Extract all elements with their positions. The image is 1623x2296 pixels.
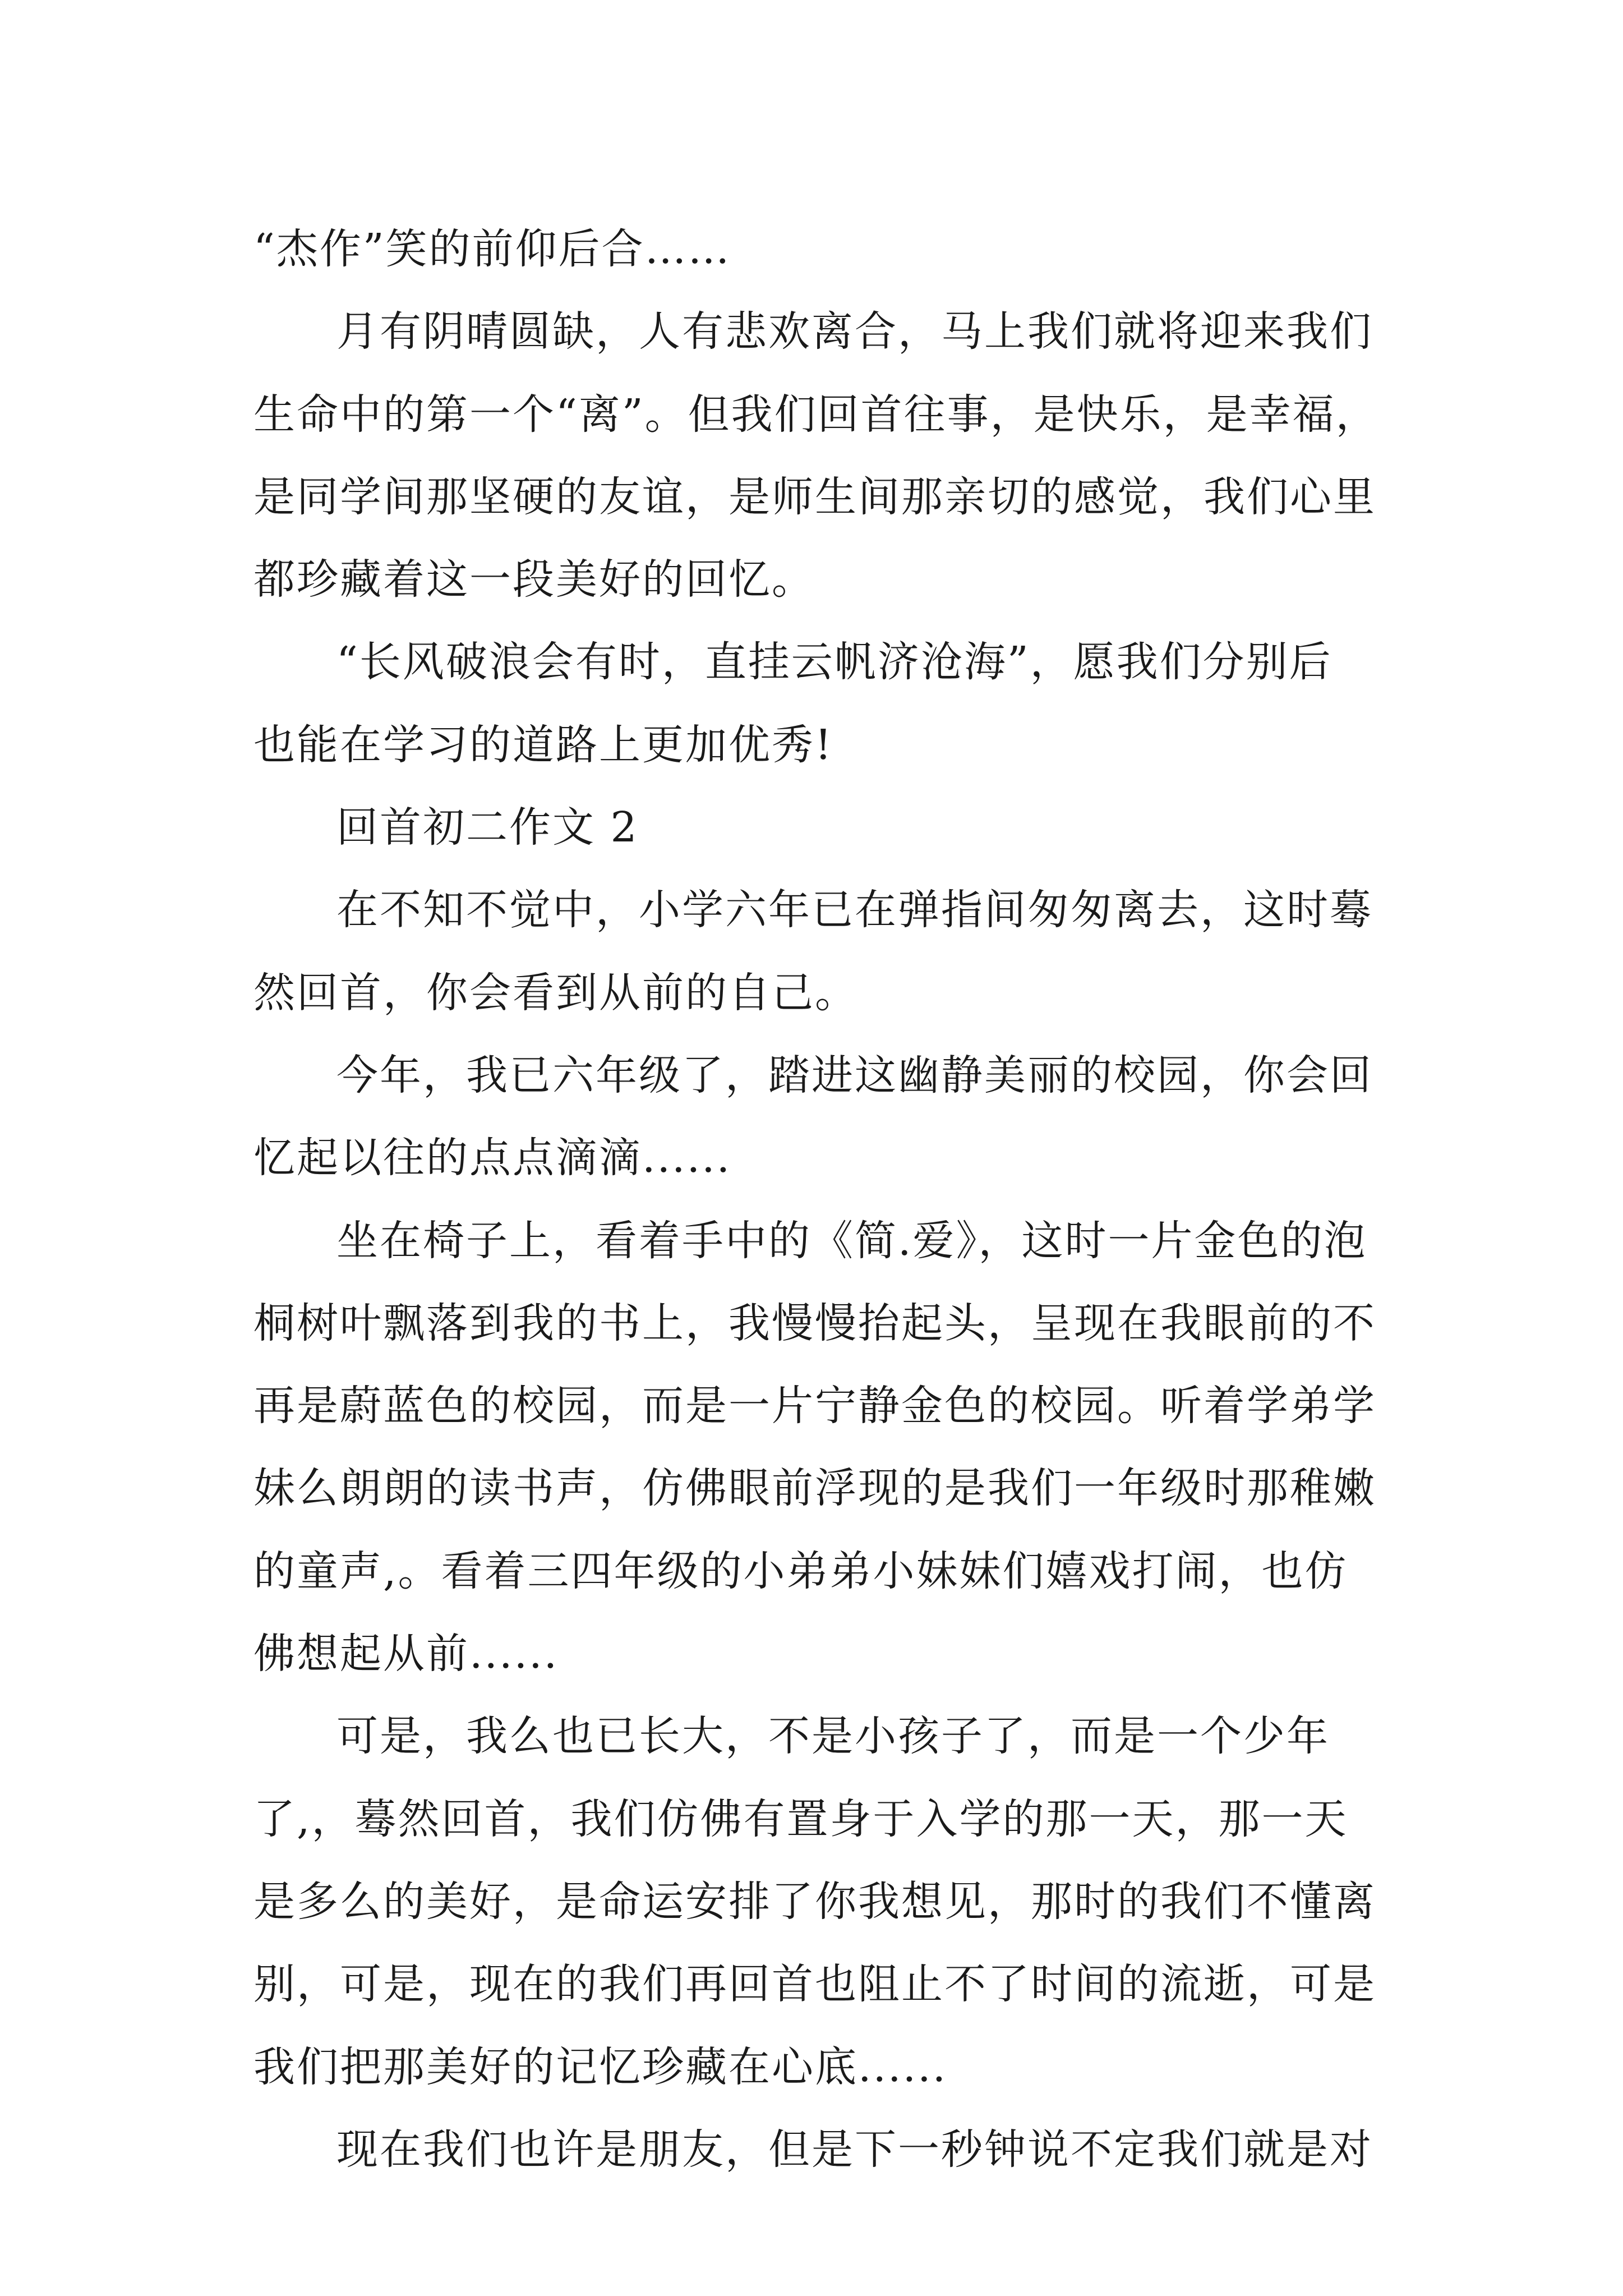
text-line: 今年，我已六年级了，踏进这幽静美丽的校园，你会回	[336, 1051, 1373, 1099]
text-line: “长风破浪会有时，直挂云帆济沧海”，愿我们分别后	[336, 638, 1332, 687]
text-line: 是多么的美好，是命运安排了你我想见，那时的我们不懂离	[253, 1877, 1376, 1926]
essay-text	[253, 208, 1398, 2191]
text-line: 忆起以往的点点滴滴......	[253, 1134, 732, 1182]
text-line: 是同学间那坚硬的友谊，是师生间那亲切的感觉，我们心里	[253, 472, 1376, 521]
text-line: 妹么朗朗的读书声，仿佛眼前浮现的是我们一年级时那稚嫩	[253, 1464, 1376, 1513]
text-line: 现在我们也许是朋友，但是下一秒钟说不定我们就是对	[336, 2125, 1373, 2174]
text-line: 在不知不觉中，小学六年已在弹指间匆匆离去，这时蓦	[336, 886, 1373, 935]
text-line: “杰作”笑的前仰后合……	[253, 225, 731, 273]
text-line: 再是蔚蓝色的校园，而是一片宁静金色的校园。听着学弟学	[253, 1382, 1376, 1430]
text-line: 坐在椅子上，看着手中的《简.爱》，这时一片金色的泡	[336, 1216, 1367, 1265]
section-heading: 回首初二作文 2	[336, 803, 639, 852]
text-line: 佛想起从前......	[253, 1630, 559, 1678]
text-line: 都珍藏着这一段美好的回忆。	[253, 555, 815, 604]
text-line: 月有阴晴圆缺，人有悲欢离合，马上我们就将迎来我们	[336, 307, 1373, 356]
text-line: 生命中的第一个“离”。但我们回首往事，是快乐，是幸福，	[253, 390, 1379, 439]
text-line: 可是，我么也已长大，不是小孩子了，而是一个少年	[336, 1712, 1330, 1761]
text-line: 别，可是，现在的我们再回首也阻止不了时间的流逝，可是	[253, 1960, 1376, 2009]
text-line: 我们把那美好的记忆珍藏在心底......	[253, 2042, 948, 2091]
text-line: 桐树叶飘落到我的书上，我慢慢抬起头，呈现在我眼前的不	[253, 1299, 1376, 1347]
text-line: 然回首，你会看到从前的自己。	[253, 968, 858, 1017]
text-line: 也能在学习的道路上更加优秀!	[253, 720, 833, 769]
text-line: 了,，蓦然回首，我们仿佛有置身于入学的那一天，那一天	[253, 1795, 1348, 1843]
text-line: 的童声,。看着三四年级的小弟弟小妹妹们嬉戏打闹，也仿	[253, 1547, 1348, 1595]
